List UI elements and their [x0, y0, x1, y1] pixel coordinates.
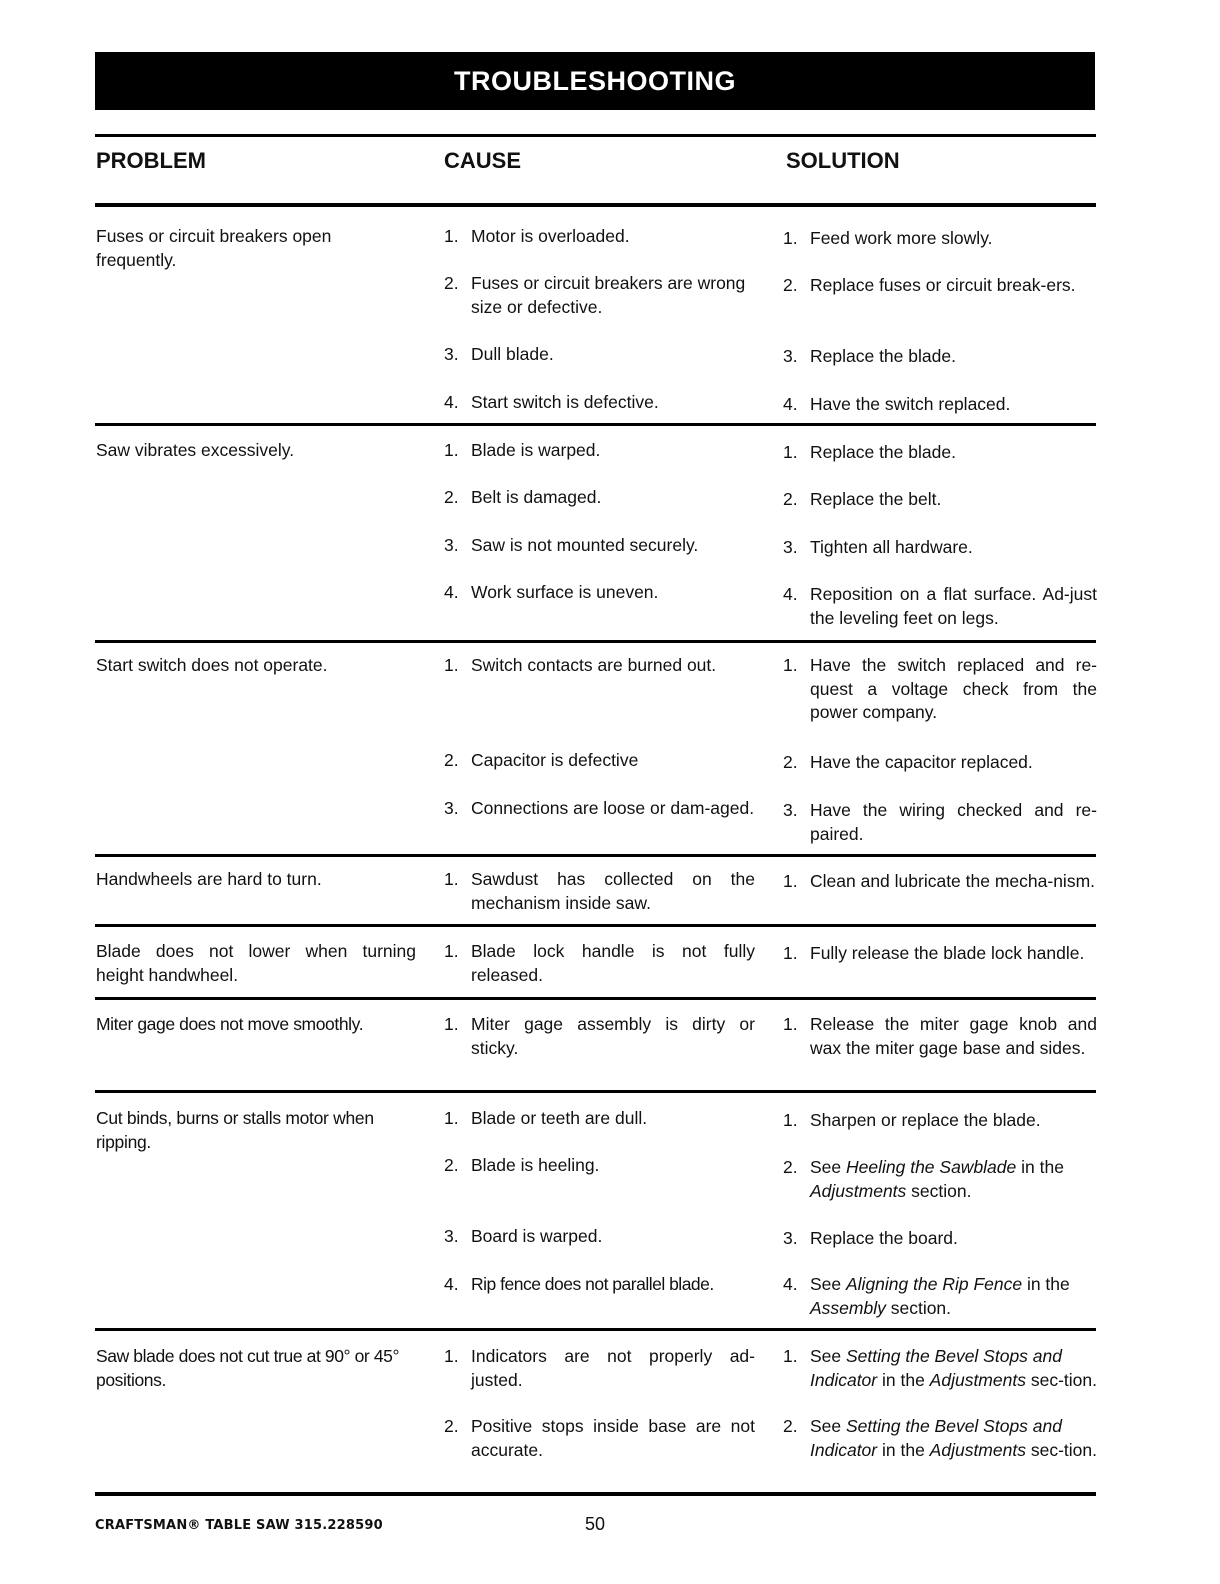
item-number: 4.: [783, 394, 798, 414]
divider: [95, 423, 1096, 426]
item-number: 1.: [783, 871, 798, 891]
cause-text: Indicators are not properly ad-justed.: [471, 1346, 755, 1390]
cause-text: Connections are loose or dam-aged.: [471, 798, 755, 818]
cause-text: Miter gage assembly is dirty or sticky.: [471, 1014, 755, 1058]
solution-text: Feed work more slowly.: [810, 228, 993, 248]
header-cause: CAUSE: [444, 148, 522, 173]
footer-brand: CRAFTSMAN® TABLE SAW 315.228590: [95, 1518, 383, 1533]
item-number: 1.: [783, 1110, 798, 1130]
solution-text: See Setting the Bevel Stops and Indicator in the Adjustments sec-tion.: [810, 1416, 1097, 1460]
solution-text: Have the wiring checked and re-paired.: [810, 800, 1097, 844]
item-number: 3.: [783, 1228, 798, 1248]
problem-text: Cut binds, burns or stalls motor when ripping.: [96, 1108, 374, 1152]
page-title: TROUBLESHOOTING: [95, 52, 1095, 110]
cause-text: Saw is not mounted securely.: [471, 535, 699, 555]
item-number: 4.: [783, 1274, 798, 1294]
item-number: 2.: [444, 750, 459, 770]
divider: [95, 997, 1096, 1000]
item-number: 1.: [783, 1346, 798, 1366]
cause-text: Work surface is uneven.: [471, 582, 659, 602]
item-number: 2.: [783, 275, 798, 295]
cause-text: Blade or teeth are dull.: [471, 1108, 648, 1128]
cause-text: Blade lock handle is not fully released.: [471, 941, 755, 985]
item-number: 3.: [783, 346, 798, 366]
problem-text: Miter gage does not move smoothly.: [96, 1014, 364, 1034]
item-number: 1.: [444, 869, 459, 889]
solution-text: Replace the belt.: [810, 489, 942, 509]
divider: [95, 854, 1096, 857]
solution-text: Replace the board.: [810, 1228, 958, 1248]
item-number: 3.: [783, 800, 798, 820]
item-number: 1.: [444, 226, 459, 246]
cause-text: Motor is overloaded.: [471, 226, 630, 246]
solution-text: Tighten all hardware.: [810, 537, 973, 557]
solution-text: Have the switch replaced.: [810, 394, 1011, 414]
problem-text: Handwheels are hard to turn.: [96, 869, 322, 889]
item-number: 1.: [444, 1108, 459, 1128]
solution-text: Reposition on a flat surface. Ad-just the leveling feet on legs.: [810, 584, 1097, 628]
item-number: 1.: [444, 440, 459, 460]
divider: [95, 924, 1096, 927]
solution-text: Replace fuses or circuit break-ers.: [810, 275, 1076, 295]
item-number: 2.: [783, 752, 798, 772]
item-number: 3.: [444, 535, 459, 555]
problem-text: Saw blade does not cut true at 90° or 45° positions.: [96, 1346, 400, 1390]
item-number: 2.: [783, 489, 798, 509]
item-number: 1.: [783, 1014, 798, 1034]
problem-text: Blade does not lower when turning height handwheel.: [96, 941, 416, 985]
cause-text: Dull blade.: [471, 344, 554, 364]
cause-text: Board is warped.: [471, 1226, 603, 1246]
cause-text: Rip fence does not parallel blade.: [471, 1274, 714, 1294]
item-number: 2.: [783, 1416, 798, 1436]
solution-text: Release the miter gage knob and wax the miter gage base and sides.: [810, 1014, 1097, 1058]
item-number: 1.: [783, 655, 798, 675]
item-number: 1.: [444, 655, 459, 675]
cause-text: Blade is heeling.: [471, 1155, 600, 1175]
item-number: 2.: [444, 1155, 459, 1175]
item-number: 1.: [783, 943, 798, 963]
cause-text: Sawdust has collected on the mechanism inside saw.: [471, 869, 755, 913]
item-number: 2.: [444, 273, 459, 293]
solution-text: Have the capacitor replaced.: [810, 752, 1033, 772]
solution-text: Replace the blade.: [810, 442, 956, 462]
item-number: 4.: [444, 392, 459, 412]
header-problem: PROBLEM: [96, 148, 206, 173]
item-number: 3.: [444, 798, 459, 818]
cause-text: Capacitor is defective: [471, 750, 639, 770]
item-number: 2.: [444, 1416, 459, 1436]
solution-text: See Heeling the Sawblade in the Adjustments section.: [810, 1157, 1064, 1201]
divider: [95, 640, 1096, 643]
item-number: 4.: [444, 582, 459, 602]
divider: [95, 203, 1096, 207]
cause-text: Positive stops inside base are not accurate.: [471, 1416, 755, 1460]
item-number: 3.: [444, 1226, 459, 1246]
divider: [95, 1090, 1096, 1093]
item-number: 3.: [783, 537, 798, 557]
item-number: 3.: [444, 344, 459, 364]
solution-text: See Aligning the Rip Fence in the Assembly section.: [810, 1274, 1070, 1318]
item-number: 4.: [444, 1274, 459, 1294]
item-number: 4.: [783, 584, 798, 604]
divider: [95, 1492, 1096, 1496]
item-number: 2.: [444, 487, 459, 507]
cause-text: Belt is damaged.: [471, 487, 602, 507]
item-number: 1.: [444, 941, 459, 961]
item-number: 2.: [783, 1157, 798, 1177]
divider: [95, 1328, 1096, 1331]
item-number: 1.: [783, 228, 798, 248]
cause-text: Start switch is defective.: [471, 392, 659, 412]
solution-text: Have the switch replaced and re-quest a voltage check from the power company.: [810, 655, 1097, 722]
cause-text: Switch contacts are burned out.: [471, 655, 717, 675]
item-number: 1.: [783, 442, 798, 462]
solution-text: Sharpen or replace the blade.: [810, 1110, 1041, 1130]
solution-text: Clean and lubricate the mecha-nism.: [810, 871, 1096, 891]
solution-text: Fully release the blade lock handle.: [810, 943, 1085, 963]
item-number: 1.: [444, 1346, 459, 1366]
solution-text: See Setting the Bevel Stops and Indicator in the Adjustments sec-tion.: [810, 1346, 1097, 1390]
item-number: 1.: [444, 1014, 459, 1034]
problem-text: Start switch does not operate.: [96, 655, 328, 675]
page-number: 50: [585, 1514, 606, 1534]
cause-text: Fuses or circuit breakers are wrong size or defective.: [471, 273, 746, 317]
solution-text: Replace the blade.: [810, 346, 956, 366]
cause-text: Blade is warped.: [471, 440, 601, 460]
problem-text: Saw vibrates excessively.: [96, 440, 295, 460]
divider: [95, 134, 1096, 137]
header-solution: SOLUTION: [786, 148, 900, 173]
problem-text: Fuses or circuit breakers open frequently.: [96, 226, 332, 270]
